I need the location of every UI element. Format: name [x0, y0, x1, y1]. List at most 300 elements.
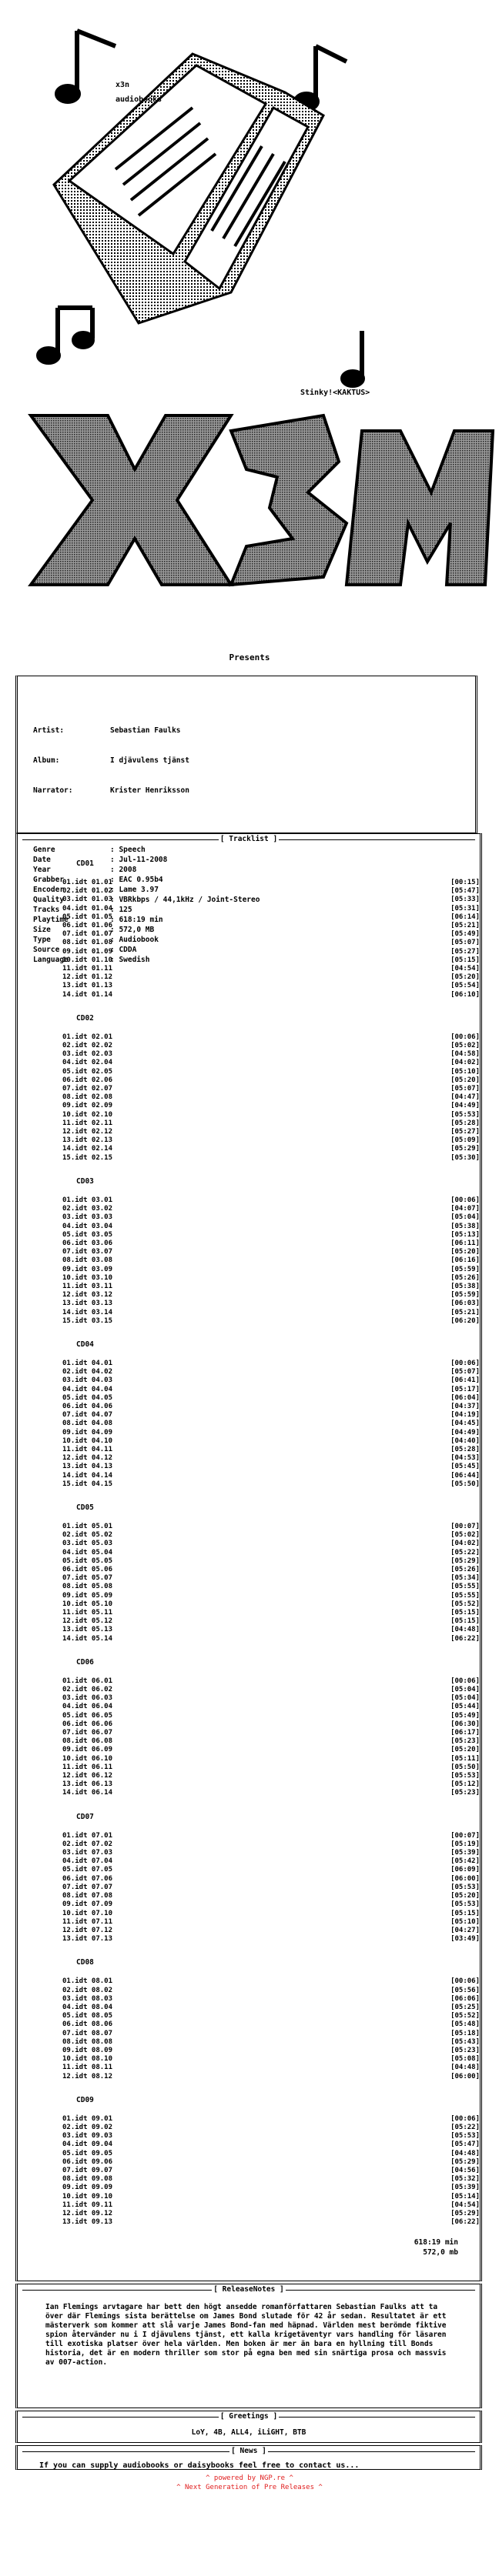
track-row	[62, 956, 480, 965]
cd-block	[18, 1013, 480, 1163]
track-duration: [06:41]	[450, 1376, 480, 1385]
track-row	[62, 2047, 480, 2055]
track-row	[62, 1283, 480, 1291]
track-duration: [06:11]	[450, 1239, 480, 1247]
track-name: 01.idt 02.01	[62, 1033, 113, 1041]
track-duration: [04:07]	[450, 1205, 480, 1213]
track-name: 14.idt 01.14	[62, 990, 113, 999]
field-key: Playtime	[33, 916, 69, 924]
track-name: 03.idt 07.03	[62, 1849, 113, 1857]
track-row	[62, 965, 480, 973]
track-row	[62, 1780, 480, 1789]
track-duration: [05:48]	[450, 2020, 480, 2029]
track-name: 11.idt 04.11	[62, 1445, 113, 1453]
track-name: 05.idt 08.05	[62, 2012, 113, 2020]
track-duration: [05:13]	[450, 1230, 480, 1239]
track-row	[62, 1256, 480, 1265]
track-row	[62, 905, 480, 913]
track-duration: [05:26]	[450, 1566, 480, 1573]
track-name: 01.idt 03.01	[62, 1196, 113, 1204]
track-duration: [06:06]	[450, 1994, 480, 2003]
track-duration: [04:19]	[450, 1411, 480, 1420]
track-row	[62, 1076, 480, 1085]
greetings-text: LoY, 4B, ALL4, iLiGHT, BTB	[191, 2428, 306, 2437]
track-duration: [06:20]	[450, 1316, 480, 1325]
track-name: 04.idt 04.04	[62, 1385, 113, 1393]
track-duration: [00:15]	[450, 879, 480, 886]
total-time: 618:19 min	[414, 2238, 458, 2247]
track-duration: [05:28]	[450, 1119, 480, 1127]
track-row	[62, 1128, 480, 1136]
track-duration: [06:00]	[450, 2072, 480, 2080]
track-duration: [05:22]	[450, 1548, 480, 1557]
track-row	[62, 1884, 480, 1892]
track-name: 06.idt 07.06	[62, 1874, 113, 1883]
track-duration: [06:14]	[450, 913, 480, 921]
track-duration: [05:11]	[450, 1754, 480, 1763]
track-name: 07.idt 01.07	[62, 930, 113, 939]
track-name: 05.idt 06.05	[62, 1711, 113, 1720]
track-row	[62, 1935, 480, 1944]
track-row	[62, 2201, 480, 2210]
track-duration: [05:04]	[450, 1694, 480, 1703]
track-name: 05.idt 07.05	[62, 1866, 113, 1874]
cd-title: CD06	[76, 1657, 94, 1667]
track-duration: [05:29]	[450, 2209, 480, 2217]
track-name: 01.idt 07.01	[62, 1831, 113, 1840]
track-name: 02.idt 02.02	[62, 1042, 113, 1050]
track-name: 02.idt 08.02	[62, 1986, 113, 1994]
track-row	[62, 1694, 480, 1703]
track-name: 07.idt 02.07	[62, 1085, 113, 1093]
track-name: 02.idt 09.02	[62, 2123, 113, 2131]
track-row	[62, 1763, 480, 1772]
track-name: 09.idt 06.09	[62, 1746, 113, 1754]
track-duration: [04:27]	[450, 1926, 480, 1934]
track-duration: [05:04]	[450, 1686, 480, 1694]
cd-block	[18, 1812, 480, 1944]
track-duration: [05:38]	[450, 1222, 480, 1230]
track-row	[62, 887, 480, 896]
cd-block	[18, 1957, 480, 2080]
track-row	[62, 1223, 480, 1231]
track-name: 11.idt 05.11	[62, 1609, 113, 1617]
track-row	[62, 1600, 480, 1609]
footer-tagline: ^ Next Generation of Pre Releases ^	[176, 2484, 323, 2491]
track-duration: [06:00]	[450, 1874, 480, 1883]
track-duration: [00:06]	[450, 1677, 480, 1685]
track-duration: [05:21]	[450, 1308, 480, 1316]
track-row	[62, 2184, 480, 2192]
track-row	[62, 1900, 480, 1909]
track-name: 01.idt 04.01	[62, 1359, 113, 1367]
track-row	[62, 1977, 480, 1986]
track-row	[62, 1085, 480, 1093]
track-name: 04.idt 03.04	[62, 1222, 113, 1230]
field-key: Tracks	[33, 906, 60, 914]
track-duration: [00:06]	[450, 1196, 480, 1204]
track-row	[62, 1789, 480, 1797]
track-row	[62, 2004, 480, 2012]
track-name: 02.idt 05.02	[62, 1531, 113, 1540]
track-name: 13.idt 05.13	[62, 1626, 113, 1634]
track-duration: [04:37]	[450, 1402, 480, 1410]
cd-block	[18, 1176, 480, 1326]
track-name: 10.idt 05.10	[62, 1600, 113, 1608]
artist-value: Sebastian Faulks	[110, 726, 181, 735]
track-row	[62, 1274, 480, 1283]
track-row	[62, 2150, 480, 2158]
track-duration: [04:48]	[450, 2149, 480, 2157]
field-key: Date	[33, 856, 51, 864]
track-name: 03.idt 06.03	[62, 1694, 113, 1703]
track-duration: [04:47]	[450, 1093, 480, 1102]
track-duration: [05:29]	[450, 1557, 480, 1565]
track-row	[62, 879, 480, 887]
track-name: 05.idt 02.05	[62, 1067, 113, 1076]
track-name: 11.idt 03.11	[62, 1282, 113, 1290]
release-notes-header: [ ReleaseNotes ]	[18, 2284, 480, 2295]
track-name: 10.idt 01.10	[62, 956, 113, 964]
track-duration: [00:07]	[450, 1831, 480, 1840]
footer	[0, 2474, 499, 2492]
track-name: 04.idt 06.04	[62, 1703, 113, 1711]
track-name: 09.idt 04.09	[62, 1428, 113, 1436]
track-row	[62, 913, 480, 922]
cd-title: CD02	[76, 1013, 94, 1023]
release-notes-text: Ian Flemings arvtagare har bett den högt ansedde romanförfattaren Sebastian Faulks att ta över där Flemings sista berättelse om James Bond slutade för 42 år sedan. Resultatet är ett mästerverk som kommer att slå varje James Bond-fan med häpnad. Världen mest berömde fiktive spion återvänder nu i I djävulens tjänst, ett kalla krigetäventyr vars handling för läsaren till exotiska platser över hela världen. Men boken är mer än bara en hyllning till Bonds historia, det är en modern thriller som stor på egna ben med sin snärtiga prosa och massvis av 007-action.	[45, 2303, 447, 2367]
track-name: 15.idt 04.15	[62, 1480, 113, 1488]
track-duration: [06:17]	[450, 1729, 480, 1737]
track-duration: [05:20]	[450, 973, 480, 982]
track-duration: [05:23]	[450, 1789, 480, 1797]
track-duration: [04:56]	[450, 2166, 480, 2174]
track-row	[62, 982, 480, 990]
track-duration: [05:30]	[450, 1153, 480, 1162]
track-duration: [06:30]	[450, 1720, 480, 1728]
track-duration: [05:27]	[450, 947, 480, 956]
track-row	[62, 1840, 480, 1849]
track-row	[62, 1849, 480, 1857]
track-duration: [05:27]	[450, 1128, 480, 1136]
track-duration: [05:20]	[450, 1248, 480, 1256]
track-name: 12.idt 05.12	[62, 1617, 113, 1626]
track-row	[62, 1248, 480, 1256]
track-duration: [05:23]	[450, 2046, 480, 2054]
track-row	[62, 1987, 480, 1995]
track-name: 06.idt 05.06	[62, 1566, 113, 1573]
field-key: Language	[33, 956, 69, 964]
track-row	[62, 2030, 480, 2038]
track-name: 14.idt 04.14	[62, 1471, 113, 1480]
field-key: Grabber	[33, 876, 65, 884]
track-name: 13.idt 01.13	[62, 982, 113, 990]
track-row	[62, 1420, 480, 1428]
track-row	[62, 1712, 480, 1720]
track-row	[62, 1050, 480, 1059]
track-row	[62, 922, 480, 930]
track-name: 02.idt 03.02	[62, 1205, 113, 1213]
track-row	[62, 1454, 480, 1463]
track-duration: [05:44]	[450, 1703, 480, 1711]
track-row	[62, 1368, 480, 1376]
track-row	[62, 2175, 480, 2184]
track-row	[62, 1300, 480, 1308]
track-name: 07.idt 05.07	[62, 1574, 113, 1583]
track-duration: [00:07]	[450, 1522, 480, 1530]
track-row	[62, 1583, 480, 1591]
track-row	[62, 1995, 480, 2004]
track-row	[62, 1231, 480, 1240]
track-name: 11.idt 06.11	[62, 1763, 113, 1771]
track-name: 11.idt 08.11	[62, 2064, 113, 2072]
track-row	[62, 1617, 480, 1626]
track-name: 08.idt 09.08	[62, 2175, 113, 2184]
track-duration: [05:07]	[450, 1085, 480, 1093]
track-name: 14.idt 05.14	[62, 1634, 113, 1643]
track-duration: [05:55]	[450, 1583, 480, 1591]
track-duration: [04:58]	[450, 1050, 480, 1059]
track-duration: [05:12]	[450, 1780, 480, 1789]
track-row	[62, 1720, 480, 1729]
track-row	[62, 1205, 480, 1213]
track-row	[62, 1857, 480, 1866]
track-name: 10.idt 03.10	[62, 1273, 113, 1282]
track-duration: [00:06]	[450, 1033, 480, 1041]
field-value: : 2008	[110, 866, 137, 874]
track-name: 04.idt 02.04	[62, 1059, 113, 1067]
track-duration: [05:52]	[450, 2012, 480, 2020]
track-name: 10.idt 07.10	[62, 1909, 113, 1917]
track-name: 07.idt 07.07	[62, 1883, 113, 1891]
track-duration: [05:22]	[450, 2123, 480, 2131]
track-name: 04.idt 01.04	[62, 904, 113, 913]
news-text: If you can supply audiobooks or daisybooks feel free to contact us...	[39, 2461, 360, 2470]
track-duration: [05:18]	[450, 2029, 480, 2037]
track-duration: [05:56]	[450, 1986, 480, 1994]
track-row	[62, 1772, 480, 1780]
track-row	[62, 1403, 480, 1411]
track-name: 02.idt 01.02	[62, 887, 113, 896]
field-value: : Audiobook	[110, 936, 159, 944]
track-duration: [04:53]	[450, 1454, 480, 1463]
track-row	[62, 2158, 480, 2167]
track-duration: [05:53]	[450, 1883, 480, 1891]
track-name: 03.idt 09.03	[62, 2132, 113, 2141]
track-row	[62, 1429, 480, 1437]
field-key: Type	[33, 936, 51, 944]
track-name: 02.idt 04.02	[62, 1368, 113, 1376]
track-duration: [05:47]	[450, 887, 480, 896]
track-duration: [05:10]	[450, 1067, 480, 1076]
track-name: 12.idt 03.12	[62, 1291, 113, 1300]
track-row	[62, 1677, 480, 1686]
track-name: 10.idt 09.10	[62, 2192, 113, 2201]
track-duration: [06:10]	[450, 990, 480, 999]
greetings-panel	[15, 2411, 482, 2443]
track-name: 08.idt 03.08	[62, 1256, 113, 1265]
track-name: 08.idt 07.08	[62, 1892, 113, 1900]
cd-title: CD01	[76, 859, 94, 868]
narrator-value: Krister Henriksson	[110, 786, 189, 795]
track-duration: [05:54]	[450, 982, 480, 990]
track-row	[62, 2073, 480, 2081]
track-duration: [04:49]	[450, 1102, 480, 1110]
track-name: 06.idt 06.06	[62, 1720, 113, 1728]
totals	[18, 2237, 480, 2257]
track-name: 08.idt 05.08	[62, 1583, 113, 1591]
tracklist-header: [ Tracklist ]	[18, 834, 480, 845]
track-name: 04.idt 08.04	[62, 2003, 113, 2011]
track-row	[62, 1729, 480, 1737]
track-row	[62, 2055, 480, 2064]
artist-label: Artist:	[33, 726, 65, 735]
greetings-header: [ Greetings ]	[18, 2411, 480, 2422]
track-duration: [05:08]	[450, 2055, 480, 2064]
track-duration: [05:42]	[450, 1857, 480, 1866]
cd-title: CD09	[76, 2095, 94, 2104]
track-row	[62, 1119, 480, 1128]
x3n-logo-artwork	[0, 0, 499, 646]
open-book-icon	[54, 54, 323, 323]
track-row	[62, 2038, 480, 2047]
news-panel	[15, 2445, 482, 2470]
track-row	[62, 991, 480, 999]
art-title: x3n	[116, 81, 130, 89]
track-duration: [05:43]	[450, 2037, 480, 2046]
track-duration: [04:02]	[450, 1540, 480, 1548]
track-name: 03.idt 08.03	[62, 1994, 113, 2003]
field-value: : 618:19 min	[110, 916, 163, 924]
track-name: 11.idt 07.11	[62, 1917, 113, 1926]
news-header: [ News ]	[18, 2446, 480, 2457]
cd-title: CD03	[76, 1176, 94, 1186]
track-row	[62, 1102, 480, 1110]
track-row	[62, 2210, 480, 2218]
track-duration: [05:47]	[450, 2141, 480, 2149]
track-row	[62, 1360, 480, 1368]
track-duration: [05:32]	[450, 2175, 480, 2184]
track-duration: [05:25]	[450, 2003, 480, 2011]
track-row	[62, 1574, 480, 1583]
track-duration: [05:38]	[450, 1282, 480, 1290]
track-name: 03.idt 01.03	[62, 896, 113, 904]
track-row	[62, 1437, 480, 1446]
field-value: : CDDA	[110, 946, 137, 954]
track-duration: [05:15]	[450, 956, 480, 964]
album-label: Album:	[33, 756, 60, 765]
track-name: 09.idt 08.09	[62, 2046, 113, 2054]
cd-title: CD04	[76, 1340, 94, 1349]
track-name: 12.idt 07.12	[62, 1926, 113, 1934]
track-name: 10.idt 08.10	[62, 2055, 113, 2064]
track-duration: [05:26]	[450, 1273, 480, 1282]
track-row	[62, 1154, 480, 1163]
track-name: 09.idt 03.09	[62, 1265, 113, 1273]
track-duration: [05:15]	[450, 1609, 480, 1617]
track-row	[62, 1145, 480, 1153]
track-row	[62, 1411, 480, 1420]
track-name: 08.idt 01.08	[62, 939, 113, 947]
track-row	[62, 2141, 480, 2149]
track-duration: [06:03]	[450, 1300, 480, 1308]
track-name: 07.idt 06.07	[62, 1729, 113, 1737]
track-name: 06.idt 09.06	[62, 2157, 113, 2166]
track-row	[62, 1394, 480, 1403]
track-name: 12.idt 08.12	[62, 2072, 113, 2080]
track-duration: [05:53]	[450, 1900, 480, 1909]
track-duration: [05:09]	[450, 1136, 480, 1145]
track-row	[62, 1703, 480, 1711]
track-row	[62, 896, 480, 904]
track-duration: [05:10]	[450, 1917, 480, 1926]
track-row	[62, 1592, 480, 1600]
track-name: 09.idt 09.09	[62, 2184, 113, 2192]
track-name: 04.idt 05.04	[62, 1548, 113, 1557]
track-name: 01.idt 06.01	[62, 1677, 113, 1685]
track-name: 14.idt 06.14	[62, 1789, 113, 1797]
track-row	[62, 1463, 480, 1471]
presents-label: Presents	[229, 652, 270, 662]
track-name: 01.idt 05.01	[62, 1522, 113, 1530]
track-name: 06.idt 03.06	[62, 1239, 113, 1247]
track-row	[62, 1875, 480, 1884]
track-duration: [00:06]	[450, 1359, 480, 1367]
track-duration: [04:48]	[450, 2064, 480, 2072]
track-name: 01.idt 09.01	[62, 2114, 113, 2123]
track-duration: [05:52]	[450, 1600, 480, 1608]
track-row	[62, 1266, 480, 1274]
track-row	[62, 1566, 480, 1574]
field-key: Size	[33, 926, 51, 934]
track-name: 14.idt 03.14	[62, 1308, 113, 1316]
cd-block	[18, 2095, 480, 2227]
track-row	[62, 2132, 480, 2141]
track-duration: [05:29]	[450, 2157, 480, 2166]
track-row	[62, 1059, 480, 1067]
track-row	[62, 930, 480, 939]
track-duration: [05:14]	[450, 2192, 480, 2201]
track-name: 12.idt 04.12	[62, 1454, 113, 1463]
track-name: 13.idt 06.13	[62, 1780, 113, 1789]
track-duration: [04:54]	[450, 965, 480, 973]
art-subtitle: audiobooks	[116, 95, 162, 104]
track-name: 07.idt 08.07	[62, 2029, 113, 2037]
field-key: Genre	[33, 846, 55, 854]
track-name: 09.idt 07.09	[62, 1900, 113, 1909]
track-row	[62, 1609, 480, 1617]
cd-title: CD07	[76, 1812, 94, 1821]
track-name: 08.idt 06.08	[62, 1737, 113, 1746]
track-name: 02.idt 06.02	[62, 1686, 113, 1694]
track-row	[62, 1093, 480, 1102]
track-name: 03.idt 02.03	[62, 1050, 113, 1059]
cd-block	[18, 1503, 480, 1643]
track-duration: [05:15]	[450, 1617, 480, 1626]
track-row	[62, 1446, 480, 1454]
track-duration: [06:04]	[450, 1393, 480, 1402]
track-row	[62, 1240, 480, 1248]
track-duration: [05:55]	[450, 1591, 480, 1600]
track-name: 05.idt 01.05	[62, 913, 113, 921]
track-row	[62, 1111, 480, 1119]
track-duration: [05:20]	[450, 1076, 480, 1084]
track-row	[62, 1213, 480, 1222]
track-name: 11.idt 09.11	[62, 2201, 113, 2209]
track-row	[62, 1291, 480, 1300]
track-row	[62, 1746, 480, 1754]
field-key: Encoder	[33, 886, 65, 894]
